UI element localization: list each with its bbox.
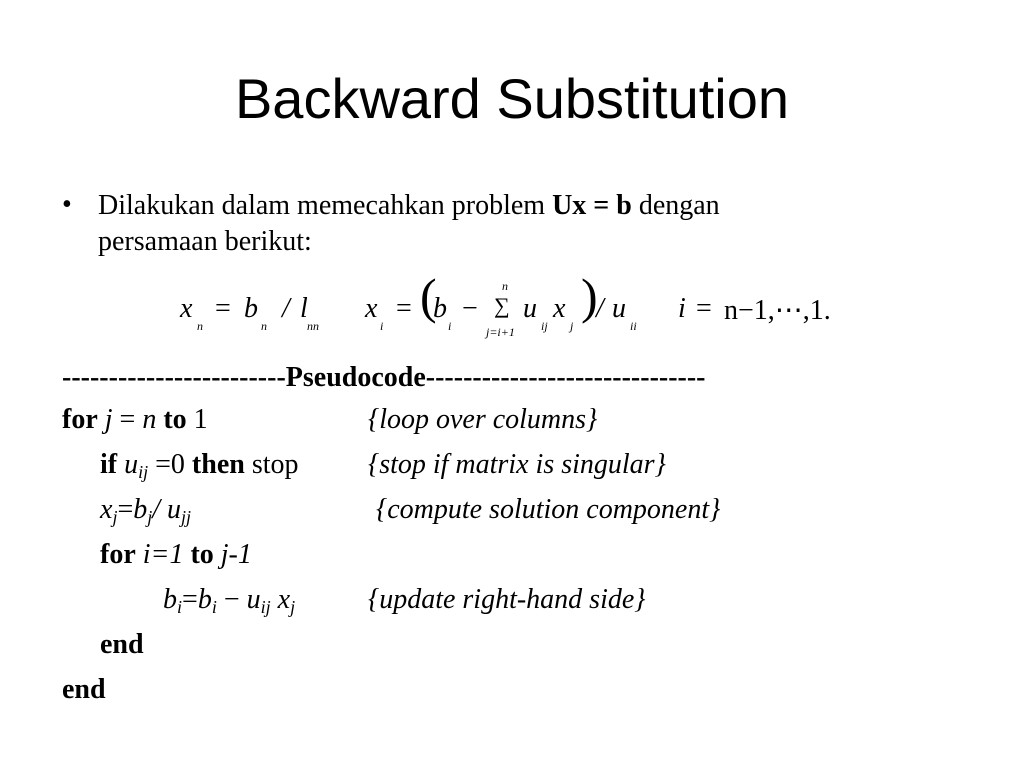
eq-minus: − [462,293,478,324]
code-l1-eq: = [112,404,143,435]
eq-bi-b: b [433,293,447,324]
eq-sum-bottom: j=i+1 [486,325,515,339]
code-l1-comment: {loop over columns} [368,404,598,435]
eq-uij-u: u [523,293,537,324]
eq-sum-top: n [502,279,508,293]
eq-xn-equals: = [215,293,231,324]
eq-slash-2: / [596,293,604,324]
code-l2-comment: {stop if matrix is singular} [368,449,666,480]
pseudocode-header-dashes-right: ------------------------------ [425,362,706,393]
eq-uij-sub: ij [541,319,548,333]
slide-title: Backward Substitution [234,67,790,130]
code-l5-ij: ij [260,597,271,617]
code-l2-stop: stop [244,449,299,480]
eq-xn-sub: n [197,319,203,333]
eq-range-equals: = [696,293,712,324]
code-to-keyword: to [163,404,187,435]
code-l5-u: u [246,584,261,615]
code-l2-rest: =0 [148,449,192,480]
eq-uii-sub: ii [630,319,637,333]
code-l4-j1: j-1 [220,539,252,570]
pseudocode-header-dashes-left: ------------------------ [62,362,286,393]
code-l3-eq: = [117,494,134,525]
eq-xi-x: x [365,293,378,324]
bullet-text-start: Dilakukan dalam memecahkan problem [98,190,553,221]
code-line-4 [100,539,252,571]
pseudocode-header-label: Pseudocode [285,362,426,393]
eq-lnn-sub: nn [307,319,319,333]
code-l3-b: b [133,494,148,525]
eq-range-i: i [678,293,686,324]
code-l3-j2: j [147,507,153,527]
bullet-text-line2: persamaan berikut: [98,226,312,257]
bullet-text-mid: dengan [631,190,720,221]
code-for-keyword: for [62,404,98,435]
code-l2-u: u [124,449,139,480]
code-l3-slash: / [152,494,168,525]
code-l5-j: j [290,597,296,617]
code-line-1 [62,404,208,436]
code-inner-to-keyword: to [190,539,214,570]
eq-bi-sub: i [448,319,452,333]
bullet-dot: • [62,189,72,220]
code-l5-eq: = [182,584,198,615]
code-then-keyword: then [191,449,245,480]
eq-lnn-l: l [300,293,308,324]
code-l3-u: u [167,494,182,525]
code-line-3 [100,494,191,526]
eq-xi-equals: = [396,293,412,324]
code-l3-x: x [100,494,113,525]
code-l5-i2: i [211,597,217,617]
code-line-5 [163,584,295,616]
code-outer-end: end [62,674,106,705]
eq-range-rest: n−1,⋯,1. [724,295,831,326]
code-l4-i1: i=1 [142,539,184,570]
bullet-text [98,188,898,260]
code-l3-jj: jj [181,507,192,527]
eq-xj-x: x [553,293,566,324]
eq-uii-u: u [612,293,626,324]
code-l5-i1: i [177,597,183,617]
code-l2-ij: ij [138,462,149,482]
code-l5-b: b [163,584,177,615]
code-l3-comment: {compute solution component} [376,494,721,525]
code-l5-b2: b [197,584,212,615]
eq-sum-symbol: ∑ [494,293,510,318]
eq-xi-sub: i [380,319,384,333]
code-l1-j: j [104,404,113,435]
eq-xj-sub: j [570,319,574,333]
eq-bn-b: b [244,293,258,324]
eq-left-paren: ( [420,268,437,324]
code-if-keyword: if [100,449,118,480]
equation-block [0,268,1024,343]
code-inner-for-keyword: for [100,539,136,570]
code-l1-n: n [142,404,157,435]
code-l5-x: x [270,584,291,615]
bullet-equation: Ux = b [552,190,632,221]
code-l3-j1: j [112,507,118,527]
code-l5-comment: {update right-hand side} [368,584,646,615]
pseudocode-header [62,362,706,394]
eq-slash-1: / [282,293,290,324]
code-l5-minus: − [216,584,247,615]
code-inner-end: end [100,629,144,660]
eq-bn-sub: n [261,319,267,333]
eq-right-paren: ) [581,268,598,324]
code-l1-one: 1 [186,404,208,435]
code-line-2 [100,449,299,481]
eq-xn-x: x [180,293,193,324]
